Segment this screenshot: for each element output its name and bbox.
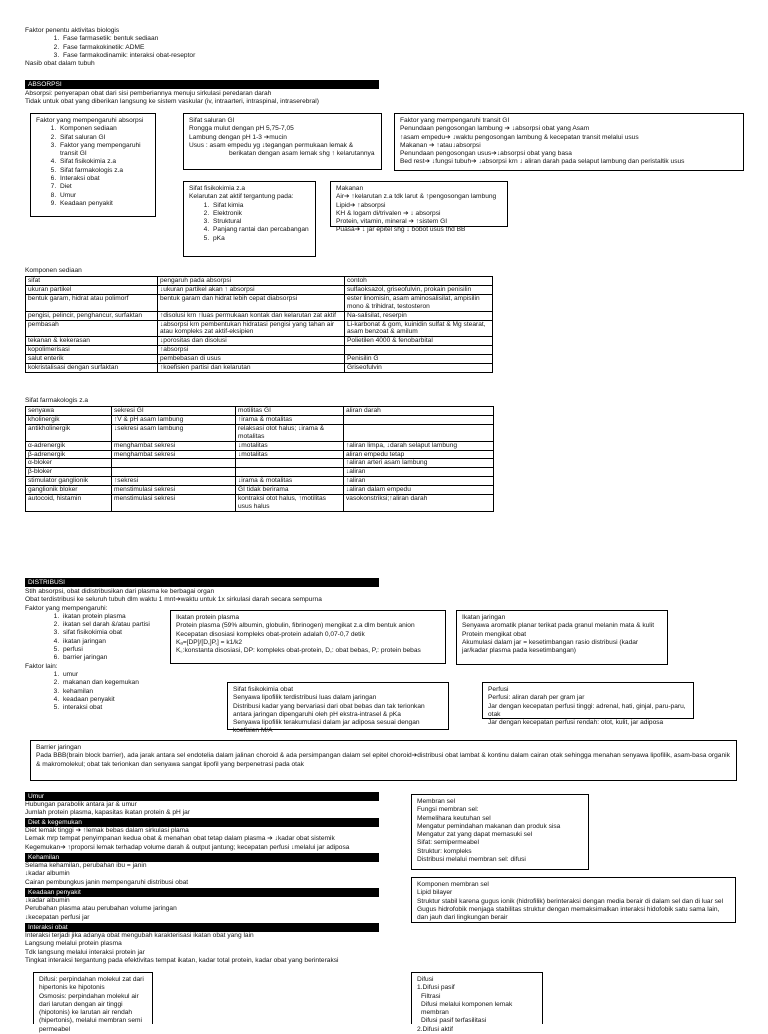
box-title: Perfusi (488, 686, 509, 693)
faktor-lain-heading: Faktor lain: (25, 662, 58, 670)
table-row (26, 450, 494, 459)
text-line: Mengatur zat yang dapat memasuki sel (417, 831, 533, 839)
table-row (26, 415, 494, 424)
table-cell: β-adrenergik (26, 450, 112, 459)
text-line: Struktur: kompleks (417, 847, 472, 855)
text-line: Struktur stabil karena gugus ionik (hidrofilik) berinteraksi dengan media berair di dalam sel dan di luar sel (417, 897, 724, 905)
table-cell: GI tidak berirama (236, 486, 344, 495)
text-line: Bed rest➔ ↓fungsi tubuh➔ ↓absorpsi krn ↓ aliran darah pada selaput lambung dan peristaltik usus (400, 158, 685, 166)
sifat-saluran-gi-box (183, 113, 382, 170)
text-line: Pada BBB(brain block barrier), ada jarak antara sel endotelia dalam jalinan choroid & ada persimpangan dalam sel epitel choroid➔distribusi obat lambat & kontinu dalam cairan otak sehingga menahan senyawa lipofilik, asam-basa organik & makromolekul; obat tak terionkan dan senyawa sangat lipofil yang berpenetrasi pada otak (36, 752, 730, 768)
text-line: Jar dengan kecepatan perfusi tinggi: adrenal, hati, ginjal, paru-paru, otak (488, 702, 686, 718)
list-item: 2. Fase farmakokinetik: ADME (61, 44, 195, 52)
kehamilan-section (25, 862, 188, 887)
table-cell: Li-karbonat & gom, kuinidin sulfat & Mg stearat, asam benzoat & amilum (345, 320, 493, 337)
list-item: 1. Sifat kimia (211, 202, 310, 210)
absorpsi-definition (25, 90, 319, 107)
list-item: 3. Struktural (211, 218, 310, 226)
faktor-absorpsi-box (30, 113, 156, 217)
text-line: KH & logam di/trivalen ➔ ↓ absorpsi (336, 209, 441, 217)
list-item: 3. Fase farmakodinamik: interaksi obat-reseptor (61, 52, 195, 60)
table-cell: ↑aliran (344, 477, 494, 486)
table-cell: sulfaoksazol, griseofulvin, prokain penisilin (345, 285, 493, 294)
table-header-cell: sifat (26, 277, 158, 286)
table-cell (344, 424, 494, 441)
table-cell: β-bloker (26, 468, 112, 477)
text-line: Difusi melalui komponen lemak membran (421, 1000, 513, 1017)
text-line: Senyawa lipofilik terakumulasi dalam jar adiposa sesuai dengan koefisien M/A (233, 719, 420, 735)
table-cell: ↓sekresi asam lambung (112, 424, 236, 441)
difusi-box (411, 972, 543, 1033)
table-cell: kontraksi otot halus, ↑motilitas usus halus (236, 495, 344, 512)
box-title: Makanan (336, 185, 364, 192)
table-row (26, 441, 494, 450)
penyakit-section (25, 897, 177, 922)
list-item: 6. Interaksi obat (58, 175, 150, 183)
text-line: Memelihara keutuhan sel (417, 814, 491, 822)
perfusi-box (482, 682, 694, 727)
table-header-row (26, 407, 494, 416)
text-line: Obat terdistribusi ke seluruh tubuh dlm waktu 1 mnt➔waktu untuk 1x sirkulasi darah secara sempurna (25, 596, 322, 604)
table-header-cell: contoh (345, 277, 493, 286)
intro-heading: Faktor penentu aktivitas biologis (25, 27, 120, 34)
table-cell: ↑aliran arteri asam lambung (344, 459, 494, 468)
box-title: Sifat fisikokimia z.a (189, 185, 246, 192)
list-item: 1. umur (61, 671, 322, 679)
table-cell: ↓ukuran partikel akan ↑ absorpsi (158, 285, 345, 294)
table-cell (345, 346, 493, 355)
text-line: Osmosis: perpindahan molekul air dari larutan dengan air tinggi (hipotonis) ke larutan air rendah (hipertonis), melalui membran semi permeabel (39, 992, 142, 1033)
section-bar-kehamilan: Kehamilan (25, 853, 379, 862)
box-title: Barrier jaringan (36, 744, 82, 751)
list-item: 5. perfusi (61, 646, 322, 654)
table-cell: ↑absorpsi (158, 346, 345, 355)
list-item: 3. Faktor yang mempengaruhi transit GI (58, 142, 150, 159)
list-item: 5. pKa (211, 235, 310, 243)
faktor-heading: Faktor yang mempengaruhi: (25, 604, 108, 612)
list-item: 7. Diet (58, 183, 150, 191)
text-line: K꜀:konstanta disosiasi, DP: kompleks obat-protein, D,: obat bebas, P,: protein bebas (176, 647, 421, 655)
table-row (26, 337, 493, 346)
text-line: Senyawa lipofilik terdistribusi luas dalam jaringan (233, 694, 377, 702)
text-line: Mengatur pemindahan makanan dan produk sisa (417, 822, 561, 830)
section-bar-umur: Umur (25, 792, 379, 801)
table-cell (344, 415, 494, 424)
table-cell: ↑V & pH asam lambung (112, 415, 236, 424)
text-line: Langsung melalui protein plasma (25, 940, 122, 948)
table-cell: tekanan & kekerasan (26, 337, 158, 346)
text-line: ↓kadar albumin (25, 870, 70, 878)
text-line: Puasa➔ ↓ jar epitel shg ↓ bobot usus thd BB (336, 226, 466, 234)
table-cell: ↓motalitas (236, 450, 344, 459)
text-line: Lambung dengan pH 1-3 ➔mucin (189, 133, 287, 141)
list-item: 1. ikatan protein plasma (61, 613, 322, 621)
text-line: Perubahan plasma atau perubahan volume jaringan (25, 905, 177, 913)
text-line: 1.Difusi pasif (417, 984, 455, 992)
table-header-cell: pengaruh pada absorpsi (158, 277, 345, 286)
table-cell: ganglionik bloker (26, 486, 112, 495)
text-line: Absorpsi: penyerapan obat dari sisi pemberiannya menuju sirkulasi peredaran darah (25, 90, 272, 97)
list-item: 2. Elektronik (211, 210, 310, 218)
komponen-table (25, 276, 493, 373)
text-line: Diet lemak tinggi ➔ ↑lemak bebas dalam sirkulasi plama (25, 827, 189, 834)
table-cell: salut enterik (26, 355, 158, 364)
text-line: Protein mengikat obat (462, 630, 527, 638)
table-row (26, 477, 494, 486)
box-title: Membran sel (417, 798, 456, 805)
table-cell: ↑irama & motalitas (236, 415, 344, 424)
text-line: Kecepatan disosiasi kompleks obat-protein adalah 0,07-0,7 detik (176, 630, 365, 638)
interaksi-section (25, 932, 339, 965)
table-cell: menghambat sekresi (112, 450, 236, 459)
text-line: Hubungan parabolik antara jar & umur (25, 801, 137, 808)
table-cell: Griseofulvin (345, 364, 493, 373)
text-line: Interaksi terjadi jika adanya obat mengubah karakterisasi ikatan obat yang lain (25, 932, 254, 939)
table-cell: ↑koefisien partisi dan kelarutan (158, 364, 345, 373)
table-row (26, 459, 494, 468)
text-line: Lipid➔ ↑absorpsi (336, 201, 386, 209)
komponen-membran-box (411, 877, 736, 923)
table-cell: autocoid, histamin (26, 495, 112, 512)
table-cell: ↑disolusi krn ↑luas permukaan kontak dan kelarutan zat aktif (158, 311, 345, 320)
table-row (26, 355, 493, 364)
text-line: Tidak untuk obat yang diberikan langsung ke sistem vaskular (iv, intraarteri, intraspinal, intraserebral) (25, 98, 319, 106)
table-row (26, 364, 493, 373)
table-row (26, 311, 493, 320)
text-line: ↓kadar albumin (25, 897, 70, 904)
table-cell: vasokonstriksi;↑aliran darah (344, 495, 494, 512)
list-item: 4. keadaan penyakit (61, 696, 322, 704)
makanan-box (330, 181, 508, 234)
farmakologis-table (25, 406, 494, 512)
section-bar-absorpsi: ABSORPSI (25, 80, 379, 89)
table-cell: Na-salisilat, reserpin (345, 311, 493, 320)
barrier-jaringan-box (30, 740, 737, 781)
text-line: Senyawa aromatik planar terikat pada granul melanin mata & kulit (462, 622, 655, 630)
list-item: 4. Panjang rantai dan percabangan (211, 226, 310, 234)
table-cell: ukuran partikel (26, 285, 158, 294)
table-cell: ester linomisin, asam aminosalisilat, ampisilin mono & trihidrat, testosteron (345, 294, 493, 311)
table-row (26, 346, 493, 355)
text-line: Rongga mulut dengan pH 5,75-7,05 (189, 125, 294, 133)
table-row (26, 468, 494, 477)
text-line: Cairan pembungkus janin mempengaruhi distribusi obat (25, 878, 189, 886)
box-title: Sifat saluran GI (189, 117, 235, 124)
table-cell: menghambat sekresi (112, 441, 236, 450)
text-line: Usus : asam empedu yg ↓tegangan permukaan lemak & (189, 141, 354, 149)
text-line: Sifat: semipermeabel (417, 839, 479, 847)
table-cell: ↓aliran dalam empedu (344, 486, 494, 495)
list-item: 1. Fase farmasetik: bentuk sediaan (61, 35, 195, 43)
table-cell: Polietilen 4000 & fenobarbital (345, 337, 493, 346)
table-cell: stimulator ganglionik (26, 477, 112, 486)
table-cell (112, 459, 236, 468)
text-line: Perfusi: aliran darah per gram jar (488, 694, 585, 702)
table-header-cell: senyawa (26, 407, 112, 416)
table-cell: bentuk garam, hidrat atau polimorf (26, 294, 158, 311)
table-cell: pembebasan di usus (158, 355, 345, 364)
text-line: Jar dengan kecepatan perfusi rendah: otot, kulit, jar adiposa (488, 719, 664, 727)
table-cell: ↓motalitas (236, 441, 344, 450)
text-line: Protein, vitamin, mineral ➔ ↑sistem GI (336, 218, 448, 226)
table-header-row (26, 277, 493, 286)
table-cell: pembasah (26, 320, 158, 337)
list-item: 5. Sifat farmakologis z.a (58, 167, 150, 175)
table-cell: antikholinergik (26, 424, 112, 441)
text-line: Air➔ ↑kelarutan z.a tdk larut & ↑pengosongan lambung (336, 193, 497, 201)
list-item: 4. Sifat fisikokimia z.a (58, 158, 150, 166)
table-cell (236, 468, 344, 477)
text-line: Gugus hidrofobik menjaga stabilitas struktur dengan memaksimalkan interaksi hidofobik satu sama lain, dan jauh dari lingkungan berair (417, 905, 720, 922)
text-line: Selama kehamilan, perubahan ibu = janin (25, 862, 147, 869)
text-line: Kegemukan➔ ↑proporsi lemak terhadap volume darah & output jantung; kecepatan perfusi ↓melalui jar adiposa (25, 843, 350, 851)
table-cell: α-bloker (26, 459, 112, 468)
text-line: Makanan ➔ ↑atau↓absorpsi (400, 141, 481, 149)
box-title: Komponen membran sel (417, 881, 489, 888)
table-cell: kholinergik (26, 415, 112, 424)
membran-sel-box (411, 794, 589, 870)
table-row (26, 495, 494, 512)
list-item: 9. Keadaan penyakit (58, 200, 150, 208)
text-line: Protein plasma (59% albumin, globulin, fibrinogen) mengikat z.a dlm bentuk anion (176, 622, 415, 630)
text-line: Stlh absorpsi, obat didistribusikan dari plasma ke berbagai organ (25, 588, 215, 595)
text-line: 2.Difusi aktif (417, 1025, 453, 1033)
table-cell: Penisilin G (345, 355, 493, 364)
table-header-cell: sekresi GI (112, 407, 236, 416)
section-bar-distribusi: DISTRIBUSI (25, 578, 379, 587)
box-title: Faktor yang mempengaruhi transit GI (400, 117, 510, 124)
text-line: Akumulasi dalam jar = kesetimbangan rasio distribusi (kadar jar/kadar plasma pada kesetimbangan) (462, 638, 639, 655)
text-line: Penundaan pengosongan lambung ➔ ↓absorpsi obat yang Asam (400, 125, 590, 133)
komponen-table-title: Komponen sediaan (25, 267, 82, 274)
table-row (26, 320, 493, 337)
table-row (26, 486, 494, 495)
difusi-osmosis-box (33, 972, 153, 1033)
umur-section (25, 801, 190, 818)
text-line: Distribusi kadar yang bervariasi dari obat bebas dan tak terionkan antara jaringan dipengaruhi oleh pH ekstra-intrasel & pKa (233, 702, 425, 718)
section-bar-interaksi-obat: Interaksi obat (25, 923, 379, 932)
list-item: 1. Komponen sediaan (58, 125, 150, 133)
section-bar-diet: Diet & kegemukan (25, 818, 379, 827)
list-item: 2. makanan dan kegemukan (61, 679, 322, 687)
text-line: Penundaan pengosongan usus➔↓absorpsi obat yang basa (400, 150, 572, 158)
table-cell: ↑sekresi (112, 477, 236, 486)
table-cell: kokristalisasi dengan surfaktan (26, 364, 158, 373)
table-cell: menstimulasi sekresi (112, 495, 236, 512)
table-cell: α-adrenergik (26, 441, 112, 450)
table-row (26, 285, 493, 294)
table-cell (112, 468, 236, 477)
section-bar-keadaan-penyakit: Keadaan penyakit (25, 888, 379, 897)
table-cell: ↑aliran limpa, ↓darah selaput lambung (344, 441, 494, 450)
table-cell: aliran empedu tetap (344, 450, 494, 459)
intro-list (25, 35, 195, 60)
text-line: Difusi: perpindahan molekul zat dari hipertonis ke hipotonis (39, 976, 144, 992)
table-cell: relaksasi otot halus; ↓irama & motalitas (236, 424, 344, 441)
sifat-fisikokimia-box (183, 181, 316, 257)
table-cell: ↓aliran (344, 468, 494, 477)
fisikokimia-list (189, 202, 310, 243)
table-cell: ↓absorpsi krn pembentukan hidratasi pengisi yang tahan air atau kompleks zat aktif-eksipien (158, 320, 345, 337)
ikatan-jaringan-box (456, 610, 668, 665)
text-line: Kelarutan zat aktif tergantung pada: (189, 193, 294, 201)
text-line: Jumlah protein plasma, kapasitas ikatan protein & pH jar (25, 809, 190, 817)
diet-section (25, 827, 349, 852)
box-title: Sifat fisikokimia obat (233, 686, 294, 693)
text-line: ↓kecepatan perfusi jar (25, 913, 90, 921)
box-title: Faktor yang mempengaruhi absorpsi (36, 117, 144, 124)
text-line: berikatan dengan asam lemak shg ↑ kelarutannya (229, 150, 375, 158)
table-cell: bentuk garam dan hidrat lebih cepat diabsorpsi (158, 294, 345, 311)
list-item: 6. barrier jaringan (61, 654, 322, 662)
table-row (26, 424, 494, 441)
text-line: Tdk langsung melalui interaksi protein jar (25, 948, 145, 956)
table-header-cell: motilitas GI (236, 407, 344, 416)
intro-section (25, 27, 195, 68)
ikatan-protein-box (170, 610, 446, 664)
text-line: Filtrasi (421, 992, 441, 1000)
table-cell (236, 459, 344, 468)
text-line: Lipid bilayer (417, 889, 453, 897)
box-title: Difusi (417, 976, 434, 983)
text-line: Lemak mrp tempat penyimpanan kedua obat & menahan obat tetap dalam plasma ➔ ↓kadar obat sistemik (25, 835, 335, 843)
list-item: 4. ikatan jaringan (61, 638, 322, 646)
farmakologis-table-title: Sifat farmakologis z.a (25, 397, 89, 404)
box-title: Ikatan protein plasma (176, 614, 240, 621)
text-line: ↑asam empedu➔ ↓waktu pengosongan lambung & kecepatan transit melalui usus (400, 133, 639, 141)
list-item: 2. ikatan sel darah &/atau partisi (61, 621, 322, 629)
table-cell: kopolimerisasi (26, 346, 158, 355)
list-item: 3. sifat fisikokimia obat (61, 629, 322, 637)
table-row (26, 294, 493, 311)
table-cell: ↓irama & motalitas (236, 477, 344, 486)
table-cell: ↓porositas dan disolusi (158, 337, 345, 346)
text-line: Fungsi membran sel: (417, 806, 479, 814)
table-cell: menstimulasi sekresi (112, 486, 236, 495)
text-line: Difusi pasif terfasilitasi (421, 1017, 487, 1025)
faktor-absorpsi-list (36, 125, 150, 208)
box-title: Ikatan jaringan (462, 614, 506, 621)
table-cell: pengisi, pelincir, penghancur, surfaktan (26, 311, 158, 320)
transit-gi-box (394, 113, 744, 171)
list-item: 2. Sifat saluran GI (58, 134, 150, 142)
list-item: 8. Umur (58, 192, 150, 200)
text-line: Tingkat interaksi tergantung pada efektivitas tempat ikatan, kadar total protein, kadar obat yang berinteraksi (25, 956, 339, 964)
list-item: 5. interaksi obat (61, 704, 322, 712)
sifat-fisikokimia-obat-box (227, 682, 449, 735)
table-header-cell: aliran darah (344, 407, 494, 416)
text-line: Kₐ=[DP]/[D,]P,] = k1/k2 (176, 638, 243, 646)
intro-footer: Nasib obat dalam tubuh (25, 60, 95, 68)
text-line: Distribusi melalui membran sel: difusi (417, 856, 526, 864)
list-item: 3. kehamilan (61, 688, 322, 696)
